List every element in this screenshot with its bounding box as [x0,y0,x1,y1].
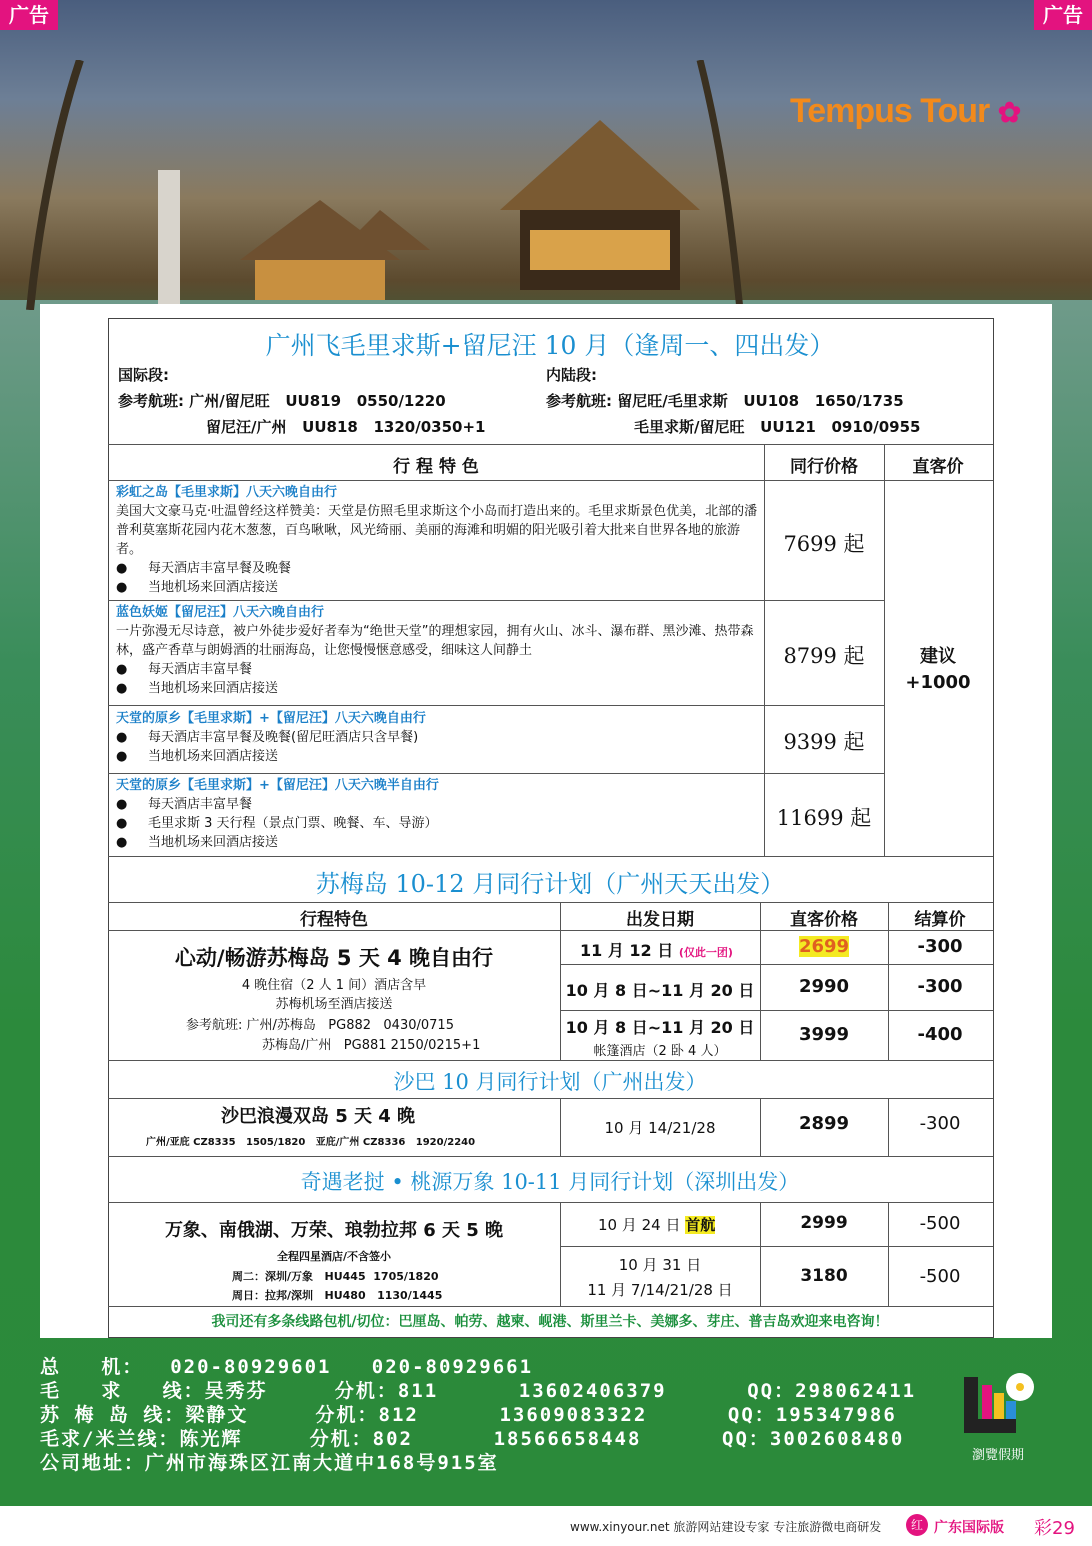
item-title: 天堂的原乡【毛里求斯】+【留尼汪】八天六晚自由行 [116,711,426,726]
laos-line: 全程四星酒店/不含签小 [276,1250,392,1263]
footer-site: www.xinyour.net 旅游网站建设专家 专注旅游微电商研发 [570,1520,882,1534]
divider [108,1060,993,1061]
bullet-text: 每天酒店丰富早餐 [148,797,253,812]
sumei-flight-1: 参考航班: 广州/苏梅岛 PG882 0430/0715 [186,1018,454,1033]
peer-price: 9399 起 [783,730,865,754]
ad-label-left: 广告 [0,0,58,30]
sumei-date: 10 月 8 日~11 月 20 日 [565,1018,755,1037]
sumei-header-date: 出发日期 [626,910,694,930]
mauritius-item [116,709,762,766]
direct-price-note: 建议 [920,646,956,667]
sabah-settle: -300 [919,1113,961,1134]
divider [108,1156,993,1157]
laos-settle: -500 [919,1266,961,1287]
mauritius-item [116,483,762,597]
price-text: 2699 [798,936,850,957]
domestic-flight-1: 参考航班: 留尼旺/毛里求斯 UU108 1650/1735 [546,392,904,410]
divider [560,1010,993,1011]
contact-line: 苏 梅 岛 线：梁静文 分机：812 13609083322 QQ：195347986 [40,1404,897,1426]
sumei-date: 10 月 8 日~11 月 20 日 [565,981,755,1000]
laos-price: 3180 [800,1266,848,1286]
brand-name: 瀏覽假期 [971,1448,1024,1463]
divider [108,773,884,774]
laos-date [598,1214,715,1235]
resort-hut-illustration [0,60,760,310]
sumei-product: 心动/畅游苏梅岛 5 天 4 晚自由行 [174,946,494,970]
bullet-text: 当地机场来回酒店接送 [148,749,279,764]
laos-date: 11 月 7/14/21/28 日 [587,1281,733,1299]
sabah-title: 沙巴 10 月同行计划（广州出发） [393,1070,707,1094]
laos-date: 10 月 31 日 [618,1256,702,1274]
date-note: (仅此一团) [678,946,733,959]
first-flight-badge: 首航 [685,1216,716,1234]
mauritius-item [116,776,762,852]
sumei-price [760,936,888,957]
bullet-text: 当地机场来回酒店接送 [148,681,279,696]
direct-price-markup: +1000 [905,672,971,693]
bullet-text: 每天酒店丰富早餐 [148,662,253,677]
sabah-date: 10 月 14/21/28 [604,1119,716,1137]
sumei-flight-2: 苏梅岛/广州 PG881 2150/0215+1 [262,1038,481,1053]
laos-flight: 周日：拉邦/深圳 HU480 1130/1445 [232,1289,443,1302]
date-text: 11 月 12 日 [580,941,674,960]
sumei-date-note: 帐篷酒店（2 卧 4 人） [593,1044,727,1059]
footer-edition: 广东国际版 [934,1520,1004,1536]
sumei-line: 苏梅机场至酒店接送 [275,997,393,1012]
laos-title [108,1166,992,1196]
sumei-settle: -300 [917,976,963,997]
sabah-flight: 广州/亚庇 CZ8335 1505/1820 亚庇/广州 CZ8336 1920/2240 [146,1137,476,1148]
item-bullet: ● 当地机场来回酒店接送 [116,681,279,696]
bullet-text: 每天酒店丰富早餐及晚餐(留尼旺酒店只含早餐) [148,730,419,745]
divider [108,1202,993,1203]
sumei-date [580,938,733,961]
sumei-header-price: 直客价格 [790,910,858,930]
peer-price: 11699 起 [776,806,872,830]
item-title: 天堂的原乡【毛里求斯】+【留尼汪】八天六晚半自由行 [116,778,439,793]
item-description: 美国大文豪马克·吐温曾经这样赞美：天堂是仿照毛里求斯这个小岛而打造出来的。毛里求斯景色优美，北部的潘普利莫塞斯花园内花木葱葱，百鸟啾啾，风光绮丽、美丽的海滩和明媚的阳光吸引着大批来自世界各地的旅游者。 [116,504,758,557]
sumei-header-feature: 行程特色 [300,910,368,930]
contact-line: 毛 求 线：吴秀芬 分机：811 13602406379 QQ：298062411 [40,1380,917,1402]
item-bullet: ● 每天酒店丰富早餐 [116,797,253,812]
peer-price: 7699 起 [783,532,865,556]
col-direct-price-header: 直客价 [912,457,964,477]
edition-icon: 红 [906,1514,928,1536]
bullet-text: 当地机场来回酒店接送 [148,580,279,595]
divider [108,902,993,903]
tempus-tour-logo [790,92,1020,131]
item-bullet: ● 每天酒店丰富早餐 [116,662,253,677]
domestic-flight-2: 毛里求斯/留尼旺 UU121 0910/0955 [634,418,921,436]
sumei-price: 3999 [798,1024,850,1045]
sabah-product: 沙巴浪漫双岛 5 天 4 晚 [220,1106,416,1127]
col-peer-price-header: 同行价格 [790,457,858,477]
item-description: 一片弥漫无尽诗意，被户外徒步爱好者奉为“绝世天堂”的理想家园，拥有火山、冰斗、瀑布群、黑沙滩、热带森林，盛产香草与朗姆酒的壮丽海岛，让您慢慢惬意感受，细味这人间静土 [116,624,754,658]
item-bullet: ● 当地机场来回酒店接送 [116,580,279,595]
laos-settle: -500 [919,1213,961,1234]
item-title: 彩虹之岛【毛里求斯】八天六晚自由行 [116,485,338,500]
page-number: 彩29 [1034,1518,1075,1539]
item-bullet: ● 毛里求斯 3 天行程（景点门票、晚餐、车、导游） [116,816,438,831]
item-bullet: ● 每天酒店丰富早餐及晚餐(留尼旺酒店只含早餐) [116,730,419,745]
ad-label-right: 广告 [1034,0,1092,30]
mauritius-title: 广州飞毛里求斯+留尼汪 10 月（逢周一、四出发） [265,331,835,360]
divider [108,930,993,931]
peer-price: 8799 起 [783,644,865,668]
mauritius-item [116,603,762,698]
laos-title-text: 奇遇老挝 • 桃源万象 10-11 月同行计划（深圳出发） [300,1170,800,1194]
col-feature-header: 行 程 特 色 [393,457,479,477]
intl-label: 国际段: [118,366,169,384]
domestic-label: 内陆段: [546,366,597,384]
divider [108,705,884,706]
sumei-price: 2990 [798,976,850,997]
date-text: 10 月 24 日 [598,1216,681,1234]
notice: 我司还有多条线路包机/切位：巴厘岛、帕劳、越柬、岘港、斯里兰卡、美娜多、芽庄、普吉岛欢迎来电咨询！ [211,1314,889,1330]
contact-line: 毛求/米兰线：陈光辉 分机：802 18566658448 QQ：3002608480 [40,1428,905,1450]
intl-flight-2: 留尼汪/广州 UU818 1320/0350+1 [206,418,486,436]
divider [108,600,884,601]
bullet-text: 当地机场来回酒店接送 [148,835,279,850]
laos-price: 2999 [800,1213,848,1233]
laos-product: 万象、南俄湖、万荣、琅勃拉邦 6 天 5 晚 [164,1220,504,1241]
bullet-text: 毛里求斯 3 天行程（景点门票、晚餐、车、导游） [148,816,438,831]
flower-icon: ✿ [997,97,1021,128]
divider [108,444,993,445]
divider [108,1306,993,1307]
item-bullet: ● 当地机场来回酒店接送 [116,835,279,850]
divider [560,1246,993,1247]
item-title: 蓝色妖姬【留尼汪】八天六晚自由行 [116,605,325,620]
bullet-text: 每天酒店丰富早餐及晚餐 [148,561,292,576]
sumei-line: 4 晚住宿（2 人 1 间）酒店含早 [241,978,427,993]
divider [108,856,993,857]
item-bullet: ● 每天酒店丰富早餐及晚餐 [116,561,292,576]
sumei-settle: -300 [917,936,963,957]
sumei-header-settle: 结算价 [914,910,966,930]
main-phone: 总 机： 020-80929601 020-80929661 [40,1356,534,1378]
laos-flight: 周二：深圳/万象 HU445 1705/1820 [232,1270,439,1283]
sabah-price: 2899 [798,1113,850,1134]
divider [108,1098,993,1099]
intl-flight-1: 参考航班: 广州/留尼旺 UU819 0550/1220 [118,392,446,410]
company-address: 公司地址：广州市海珠区江南大道中168号915室 [40,1452,499,1474]
brand-logo-icon [958,1365,1038,1445]
sumei-settle: -400 [917,1024,963,1045]
divider [108,480,993,481]
item-bullet: ● 当地机场来回酒店接送 [116,749,279,764]
sumei-title: 苏梅岛 10-12 月同行计划（广州天天出发） [315,870,785,898]
logo-text: Tempus Tour [790,92,990,130]
footer-bar [0,1506,1092,1546]
divider [560,964,993,965]
